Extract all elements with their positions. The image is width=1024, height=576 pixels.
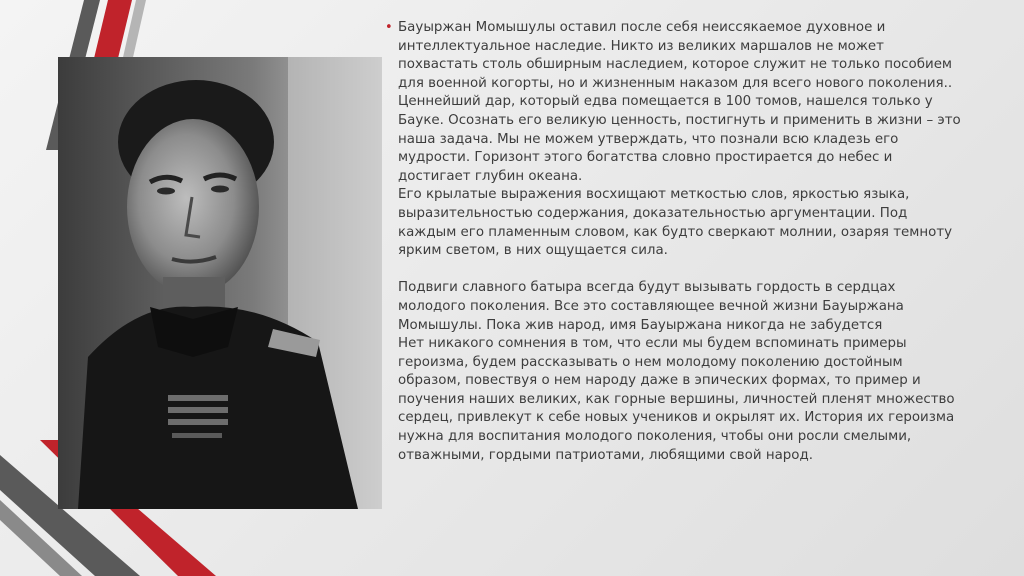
text-line: Бауыржан Момышулы оставил после себя неиссякаемое духовное и <box>398 20 886 35</box>
text-line: Нет никакого сомнения в том, что если мы будем вспоминать примеры <box>398 336 907 352</box>
text-line: достигает глубин океана. <box>398 168 583 184</box>
text-line: молодого поколения. Все это составляющее вечной жизни Бауыржана <box>398 298 904 314</box>
slide-text <box>385 19 970 465</box>
text-line: ярким светом, в них ощущается сила. <box>398 243 668 259</box>
text-line: Момышулы. Пока жив народ, имя Бауыржана никогда не забудется <box>398 317 883 333</box>
text-line: героизма, будем рассказывать о нем молодому поколению достойным <box>398 354 903 370</box>
bullet-icon: • <box>385 20 393 35</box>
text-line: Бауке. Осознать его великую ценность, постигнуть и применить в жизни – это <box>398 112 961 128</box>
stripe-gray-bottom <box>0 500 82 576</box>
text-line: нужна для воспитания молодого поколения, чтобы они росли смелыми, <box>398 429 912 445</box>
text-line: наша задача. Мы не можем утверждать, что познали всю кладезь его <box>398 131 899 147</box>
text-line: похвастать столь обширным наследием, которое служит не только пособием <box>398 57 953 73</box>
text-line: Подвиги славного батыра всегда будут вызывать гордость в сердцах <box>398 280 896 296</box>
text-line: поучения наших великих, как горные вершины, личностей пленят множество <box>398 391 955 407</box>
text-line: образом, повествуя о нем народу даже в эпических формах, то пример и <box>398 373 921 389</box>
text-line: выразительностью содержания, доказательностью аргументации. Под <box>398 205 908 221</box>
text-line: отважными, гордыми патриотами, любящими свой народ. <box>398 447 813 463</box>
paragraph-heroism <box>398 279 970 465</box>
text-line: для военной когорты, но и жизненным наказом для всего нового поколения.. <box>398 75 953 91</box>
text-line: мудрости. Горизонт этого богатства словно простирается до небес и <box>398 150 893 166</box>
portrait-photo <box>58 57 382 509</box>
text-line: Его крылатые выражения восхищают меткостью слов, яркостью языка, <box>398 187 910 203</box>
paragraph-legacy <box>398 19 970 261</box>
text-line: сердец, привлекут к себе новых учеников и окрылят их. История их героизма <box>398 410 955 426</box>
text-line: интеллектуальное наследие. Никто из великих маршалов не может <box>398 38 884 54</box>
text-line: каждым его пламенным словом, как будто сверкают молнии, озаряя темноту <box>398 224 953 240</box>
text-line: Ценнейший дар, который едва помещается в 100 томов, нашелся только у <box>398 94 933 110</box>
